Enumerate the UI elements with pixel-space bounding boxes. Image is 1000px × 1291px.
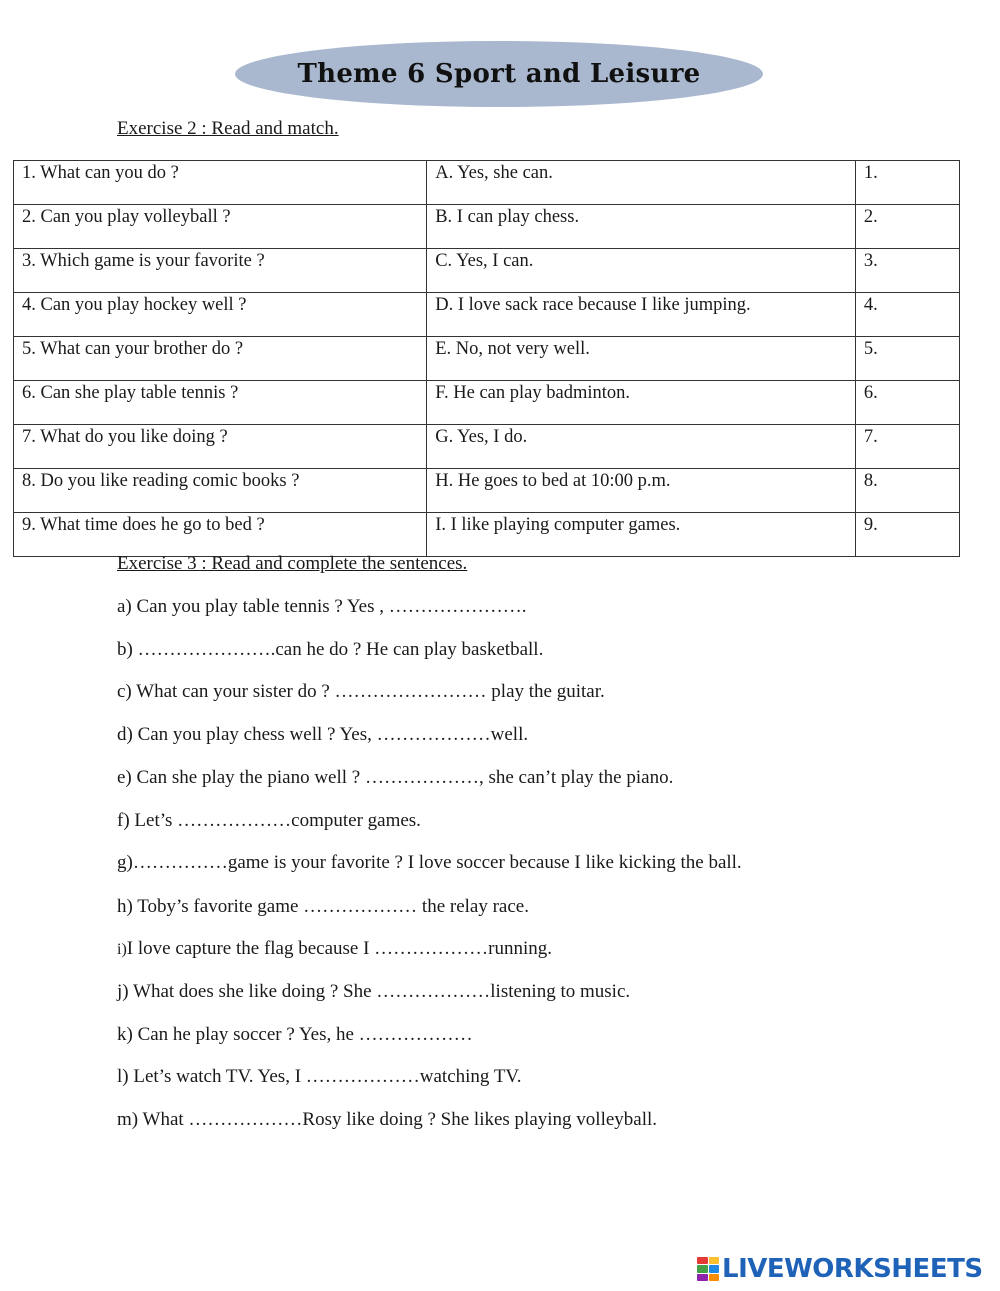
match-answer-cell[interactable]: 5. — [855, 337, 959, 381]
match-answer-cell[interactable]: 4. — [855, 293, 959, 337]
sentence-text: g)……………game is your favorite ? I love soccer because I like kicking the ball. — [117, 852, 742, 873]
logo-block — [709, 1274, 720, 1281]
match-answer-cell[interactable]: 8. — [855, 469, 959, 513]
sentence-text: b) ………………….can he do ? He can play basketball. — [117, 639, 544, 660]
question-cell: 3. Which game is your favorite ? — [14, 249, 427, 293]
fill-in-sentence[interactable] — [117, 981, 630, 1003]
answer-cell: E. No, not very well. — [427, 337, 856, 381]
match-answer-cell[interactable]: 7. — [855, 425, 959, 469]
fill-in-sentence[interactable] — [117, 938, 552, 960]
exercise-2-heading: Exercise 2 : Read and match. — [117, 118, 339, 139]
sentence-text: h) Toby’s favorite game ……………… the relay race. — [117, 896, 529, 917]
fill-in-sentence[interactable] — [117, 1066, 521, 1088]
match-answer-cell[interactable]: 1. — [855, 161, 959, 205]
table-row — [14, 161, 960, 205]
fill-in-sentence[interactable] — [117, 810, 421, 832]
match-answer-cell[interactable]: 9. — [855, 513, 959, 557]
fill-in-sentence[interactable] — [117, 767, 673, 789]
question-cell: 9. What time does he go to bed ? — [14, 513, 427, 557]
answer-cell: G. Yes, I do. — [427, 425, 856, 469]
answer-cell: D. I love sack race because I like jumping. — [427, 293, 856, 337]
sentence-text: f) Let’s ………………computer games. — [117, 810, 421, 831]
fill-in-sentence[interactable] — [117, 852, 742, 874]
table-row — [14, 337, 960, 381]
answer-cell: C. Yes, I can. — [427, 249, 856, 293]
question-cell: 2. Can you play volleyball ? — [14, 205, 427, 249]
sentence-text: I love capture the flag because I ………………running. — [126, 938, 553, 959]
match-answer-cell[interactable]: 6. — [855, 381, 959, 425]
answer-cell: B. I can play chess. — [427, 205, 856, 249]
question-cell: 6. Can she play table tennis ? — [14, 381, 427, 425]
fill-in-sentence[interactable] — [117, 896, 529, 918]
sentence-text: e) Can she play the piano well ? ………………, she can’t play the piano. — [117, 767, 674, 788]
fill-in-sentence[interactable] — [117, 596, 527, 618]
fill-in-sentence[interactable] — [117, 724, 528, 746]
table-row — [14, 425, 960, 469]
table-row — [14, 469, 960, 513]
question-cell: 1. What can you do ? — [14, 161, 427, 205]
match-answer-cell[interactable]: 2. — [855, 205, 959, 249]
fill-in-sentence[interactable] — [117, 639, 543, 661]
question-cell: 4. Can you play hockey well ? — [14, 293, 427, 337]
fill-in-sentence[interactable] — [117, 1109, 657, 1131]
liveworksheets-logo-icon — [697, 1257, 719, 1281]
table-row — [14, 513, 960, 557]
logo-block — [709, 1265, 720, 1272]
title-banner — [235, 41, 763, 107]
page-title: Theme 6 Sport and Leisure — [297, 59, 701, 89]
table-row — [14, 381, 960, 425]
question-cell: 5. What can your brother do ? — [14, 337, 427, 381]
question-cell: 7. What do you like doing ? — [14, 425, 427, 469]
match-answer-cell[interactable]: 3. — [855, 249, 959, 293]
answer-cell: H. He goes to bed at 10:00 p.m. — [427, 469, 856, 513]
answer-cell: F. He can play badminton. — [427, 381, 856, 425]
match-table — [13, 160, 960, 557]
logo-block — [697, 1274, 708, 1281]
sentence-text: a) Can you play table tennis ? Yes , …………………. — [117, 596, 527, 617]
exercise-3-heading: Exercise 3 : Read and complete the sentences. — [117, 553, 468, 574]
table-row — [14, 249, 960, 293]
table-row — [14, 293, 960, 337]
question-cell: 8. Do you like reading comic books ? — [14, 469, 427, 513]
sentence-marker: i) — [117, 941, 127, 958]
fill-in-sentence[interactable] — [117, 1024, 473, 1046]
fill-in-sentence[interactable] — [117, 681, 605, 703]
table-row — [14, 205, 960, 249]
sentence-text: k) Can he play soccer ? Yes, he ……………… — [117, 1024, 473, 1045]
sentence-text: d) Can you play chess well ? Yes, ………………well. — [117, 724, 529, 745]
liveworksheets-logo — [697, 1253, 983, 1285]
answer-cell: I. I like playing computer games. — [427, 513, 856, 557]
logo-block — [697, 1257, 708, 1264]
sentence-text: c) What can your sister do ? …………………… play the guitar. — [117, 681, 605, 702]
sentence-text: l) Let’s watch TV. Yes, I ………………watching TV. — [117, 1066, 522, 1087]
logo-block — [697, 1265, 708, 1272]
answer-cell: A. Yes, she can. — [427, 161, 856, 205]
sentence-text: m) What ………………Rosy like doing ? She likes playing volleyball. — [117, 1109, 658, 1130]
logo-text: LIVEWORKSHEETS — [722, 1254, 983, 1284]
sentence-text: j) What does she like doing ? She ………………listening to music. — [117, 981, 631, 1002]
logo-block — [709, 1257, 720, 1264]
